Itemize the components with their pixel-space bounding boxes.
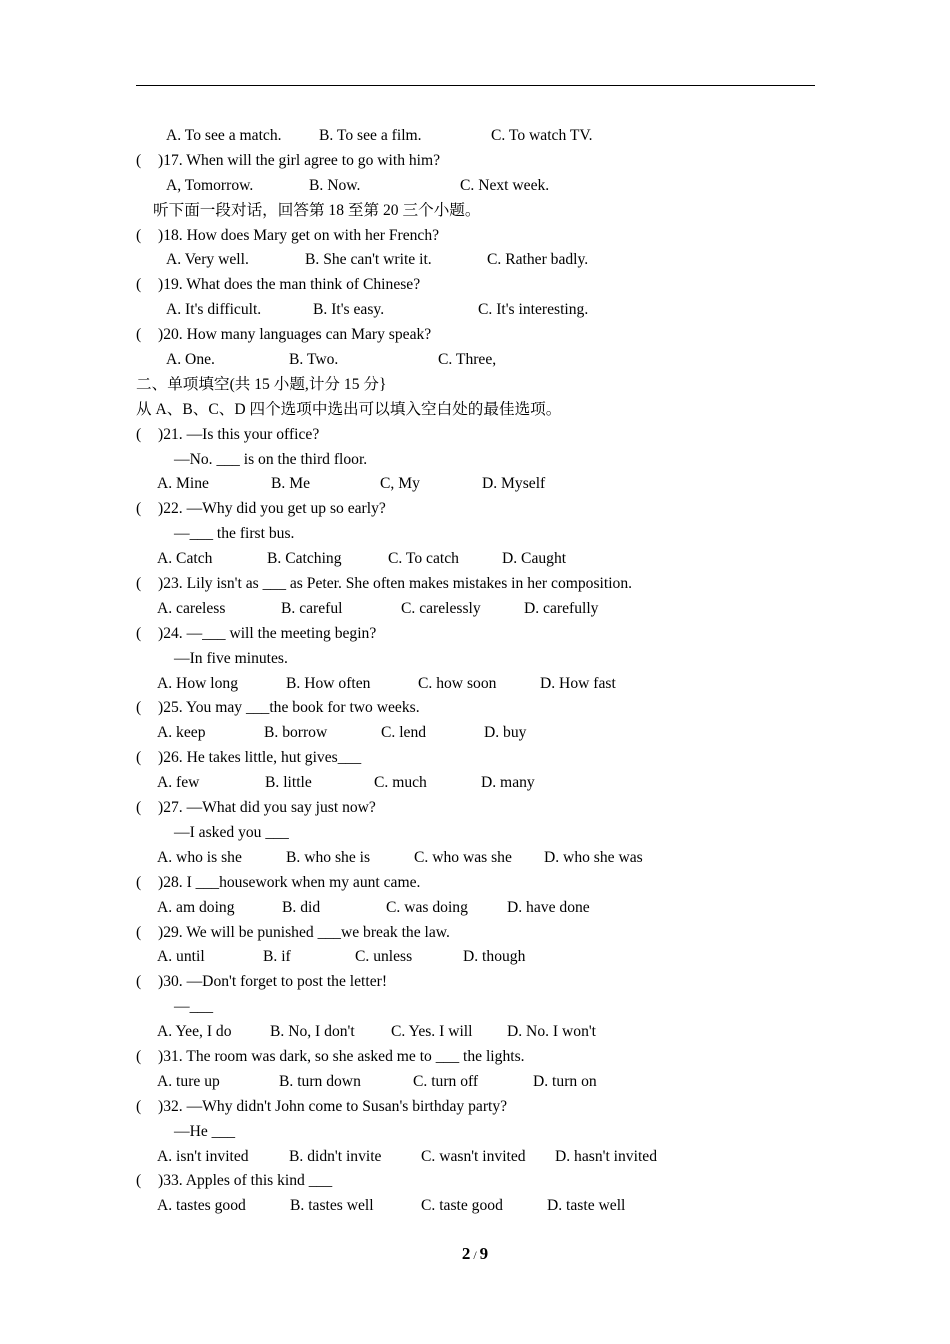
options-line — [0, 597, 950, 622]
answer-option: D. have done — [507, 898, 590, 916]
answer-paren: ( — [136, 1047, 142, 1065]
question-text: )22. —Why did you get up so early? — [158, 500, 386, 518]
text-line — [0, 398, 950, 423]
options-line — [0, 1020, 950, 1045]
answer-option: B. didn't invite — [289, 1147, 382, 1165]
answer-option: C. To watch TV. — [491, 127, 593, 144]
answer-option: C. Yes. I will — [391, 1023, 473, 1041]
page-separator: / — [473, 1248, 477, 1262]
answer-option: A. Catch — [157, 550, 213, 568]
answer-paren: ( — [136, 575, 142, 593]
answer-option: C. wasn't invited — [421, 1147, 526, 1165]
question-text: )20. How many languages can Mary speak? — [158, 326, 432, 344]
answer-option: A. isn't invited — [157, 1147, 249, 1165]
answer-option: C. carelessly — [401, 599, 481, 617]
answer-option: B. Catching — [267, 550, 342, 568]
text-line — [0, 821, 950, 846]
text-line — [0, 647, 950, 672]
answer-option: C. Rather badly. — [487, 251, 589, 269]
question-line — [0, 273, 950, 298]
answer-option: A. Mine — [157, 475, 209, 493]
line-text: —In five minutes. — [174, 649, 288, 667]
answer-option: D. taste well — [547, 1197, 626, 1215]
answer-option: B. turn down — [279, 1072, 361, 1090]
options-line — [0, 348, 950, 373]
options-line — [0, 248, 950, 273]
text-line — [0, 1120, 950, 1145]
answer-option: B. if — [263, 948, 291, 966]
question-text: )29. We will be punished ___we break the law. — [158, 923, 450, 941]
answer-paren: ( — [136, 873, 142, 891]
question-line — [0, 572, 950, 597]
answer-option: C. It's interesting. — [478, 301, 589, 319]
answer-option: D. though — [463, 948, 526, 966]
options-line — [0, 124, 950, 149]
question-line — [0, 796, 950, 821]
options-line — [0, 846, 950, 871]
answer-option: C. much — [374, 774, 427, 792]
answer-option: D. Myself — [482, 475, 546, 493]
answer-option: A. Very well. — [166, 251, 249, 269]
question-text: )26. He takes little, hut gives___ — [158, 749, 362, 767]
question-line — [0, 423, 950, 448]
answer-option: A. One. — [166, 351, 215, 369]
question-line — [0, 921, 950, 946]
answer-option: C. was doing — [386, 898, 468, 916]
answer-option: A. until — [157, 948, 205, 966]
line-text: —___ the first bus. — [174, 525, 295, 543]
answer-option: A. ture up — [157, 1072, 220, 1090]
answer-paren: ( — [136, 699, 142, 717]
answer-option: A. tastes good — [157, 1197, 246, 1215]
header-rule — [136, 85, 815, 86]
line-text: —No. ___ is on the third floor. — [174, 450, 368, 468]
question-text: )23. Lily isn't as ___ as Peter. She often makes mistakes in her composition. — [158, 575, 633, 593]
question-text: )33. Apples of this kind ___ — [158, 1172, 333, 1190]
answer-paren: ( — [136, 799, 142, 817]
question-line — [0, 871, 950, 896]
text-line — [0, 995, 950, 1020]
answer-option: C. turn off — [413, 1072, 479, 1090]
answer-option: A. Yee, I do — [157, 1023, 232, 1041]
question-line — [0, 323, 950, 348]
options-line — [0, 896, 950, 921]
question-text: )28. I ___housework when my aunt came. — [158, 873, 421, 891]
answer-option: A. How long — [157, 674, 238, 692]
question-line — [0, 622, 950, 647]
question-line — [0, 497, 950, 522]
answer-option: B. borrow — [264, 724, 328, 742]
options-line — [0, 174, 950, 199]
answer-option: C. how soon — [418, 674, 497, 692]
current-page: 2 — [461, 1244, 471, 1263]
answer-option: D. carefully — [524, 599, 599, 617]
answer-option: D. turn on — [533, 1072, 597, 1090]
answer-option: B. Me — [271, 475, 310, 493]
answer-option: A. few — [157, 774, 200, 792]
answer-paren: ( — [136, 276, 142, 294]
line-text: —He ___ — [174, 1122, 236, 1140]
answer-option: A, Tomorrow. — [166, 176, 254, 194]
options-line — [0, 672, 950, 697]
answer-option: B. careful — [281, 599, 343, 617]
question-text: )17. When will the girl agree to go with him? — [158, 151, 441, 169]
answer-option: D. How fast — [540, 674, 616, 692]
text-line — [0, 522, 950, 547]
options-line — [0, 721, 950, 746]
answer-option: C, My — [380, 475, 420, 493]
answer-paren: ( — [136, 749, 142, 767]
answer-option: C. Three, — [438, 351, 497, 369]
question-text: )27. —What did you say just now? — [158, 799, 376, 817]
options-line — [0, 945, 950, 970]
answer-option: B. Now. — [309, 176, 361, 194]
answer-paren: ( — [136, 151, 142, 169]
question-line — [0, 970, 950, 995]
answer-option: A. keep — [157, 724, 206, 742]
question-text: )31. The room was dark, so she asked me to ___ the lights. — [158, 1047, 525, 1065]
answer-option: A. am doing — [157, 898, 235, 916]
answer-option: B. tastes well — [290, 1197, 374, 1215]
answer-paren: ( — [136, 226, 142, 244]
question-text: )30. —Don't forget to post the letter! — [158, 973, 388, 991]
question-line — [0, 1095, 950, 1120]
answer-paren: ( — [136, 1172, 142, 1190]
text-line — [0, 199, 950, 224]
answer-option: C. Next week. — [460, 176, 550, 194]
answer-option: A. who is she — [157, 848, 242, 866]
answer-option: C. To catch — [388, 550, 459, 568]
question-text: )25. You may ___the book for two weeks. — [158, 699, 420, 717]
answer-option: D. No. I won't — [507, 1023, 597, 1041]
question-line — [0, 149, 950, 174]
answer-option: C. taste good — [421, 1197, 503, 1215]
answer-option: B. She can't write it. — [305, 251, 432, 269]
text-line — [0, 448, 950, 473]
answer-paren: ( — [136, 500, 142, 518]
answer-option: B. No, I don't — [270, 1023, 355, 1041]
answer-option: A. It's difficult. — [166, 301, 262, 319]
options-line — [0, 1070, 950, 1095]
question-text: )18. How does Mary get on with her French? — [158, 226, 440, 244]
answer-option: D. hasn't invited — [555, 1147, 657, 1165]
line-text: —I asked you ___ — [174, 823, 289, 841]
options-line — [0, 1145, 950, 1170]
answer-option: D. buy — [484, 724, 527, 742]
answer-option: B. To see a film. — [319, 127, 422, 144]
total-pages: 9 — [479, 1244, 489, 1263]
question-text: )32. —Why didn't John come to Susan's birthday party? — [158, 1097, 508, 1115]
question-line — [0, 1169, 950, 1194]
answer-option: C. lend — [381, 724, 427, 742]
page-number — [0, 1242, 950, 1267]
answer-option: A. To see a match. — [166, 127, 282, 144]
question-text: )19. What does the man think of Chinese? — [158, 276, 421, 294]
line-text: 从 A、B、C、D 四个选项中选出可以填入空白处的最佳选项。 — [136, 400, 562, 418]
answer-paren: ( — [136, 1097, 142, 1115]
question-line — [0, 1045, 950, 1070]
answer-option: D. who she was — [544, 848, 643, 866]
text-line — [0, 373, 950, 398]
answer-paren: ( — [136, 973, 142, 991]
line-text: 听下面一段对话，回答第 18 至第 20 三个小题。 — [153, 201, 481, 219]
answer-option: C. who was she — [414, 848, 512, 866]
options-line — [0, 1194, 950, 1219]
answer-option: C. unless — [355, 948, 413, 966]
answer-option: B. It's easy. — [313, 301, 385, 319]
answer-paren: ( — [136, 326, 142, 344]
answer-paren: ( — [136, 923, 142, 941]
question-line — [0, 696, 950, 721]
options-line — [0, 771, 950, 796]
options-line — [0, 298, 950, 323]
answer-option: D. many — [481, 774, 535, 792]
question-line — [0, 746, 950, 771]
answer-option: A. careless — [157, 599, 226, 617]
line-text: 二、单项填空(共 15 小题,计分 15 分} — [136, 375, 387, 393]
answer-option: B. How often — [286, 674, 371, 692]
answer-paren: ( — [136, 624, 142, 642]
line-text: —___ — [174, 998, 213, 1016]
answer-option: B. who she is — [286, 848, 371, 866]
worksheet-body — [0, 124, 950, 1219]
answer-option: B. Two. — [289, 351, 339, 369]
question-text: )24. —___ will the meeting begin? — [158, 624, 377, 642]
options-line — [0, 547, 950, 572]
answer-option: B. did — [282, 898, 321, 916]
answer-option: D. Caught — [502, 550, 567, 568]
options-line — [0, 472, 950, 497]
answer-option: B. little — [265, 774, 312, 792]
question-text: )21. —Is this your office? — [158, 425, 320, 443]
question-line — [0, 224, 950, 249]
answer-paren: ( — [136, 425, 142, 443]
